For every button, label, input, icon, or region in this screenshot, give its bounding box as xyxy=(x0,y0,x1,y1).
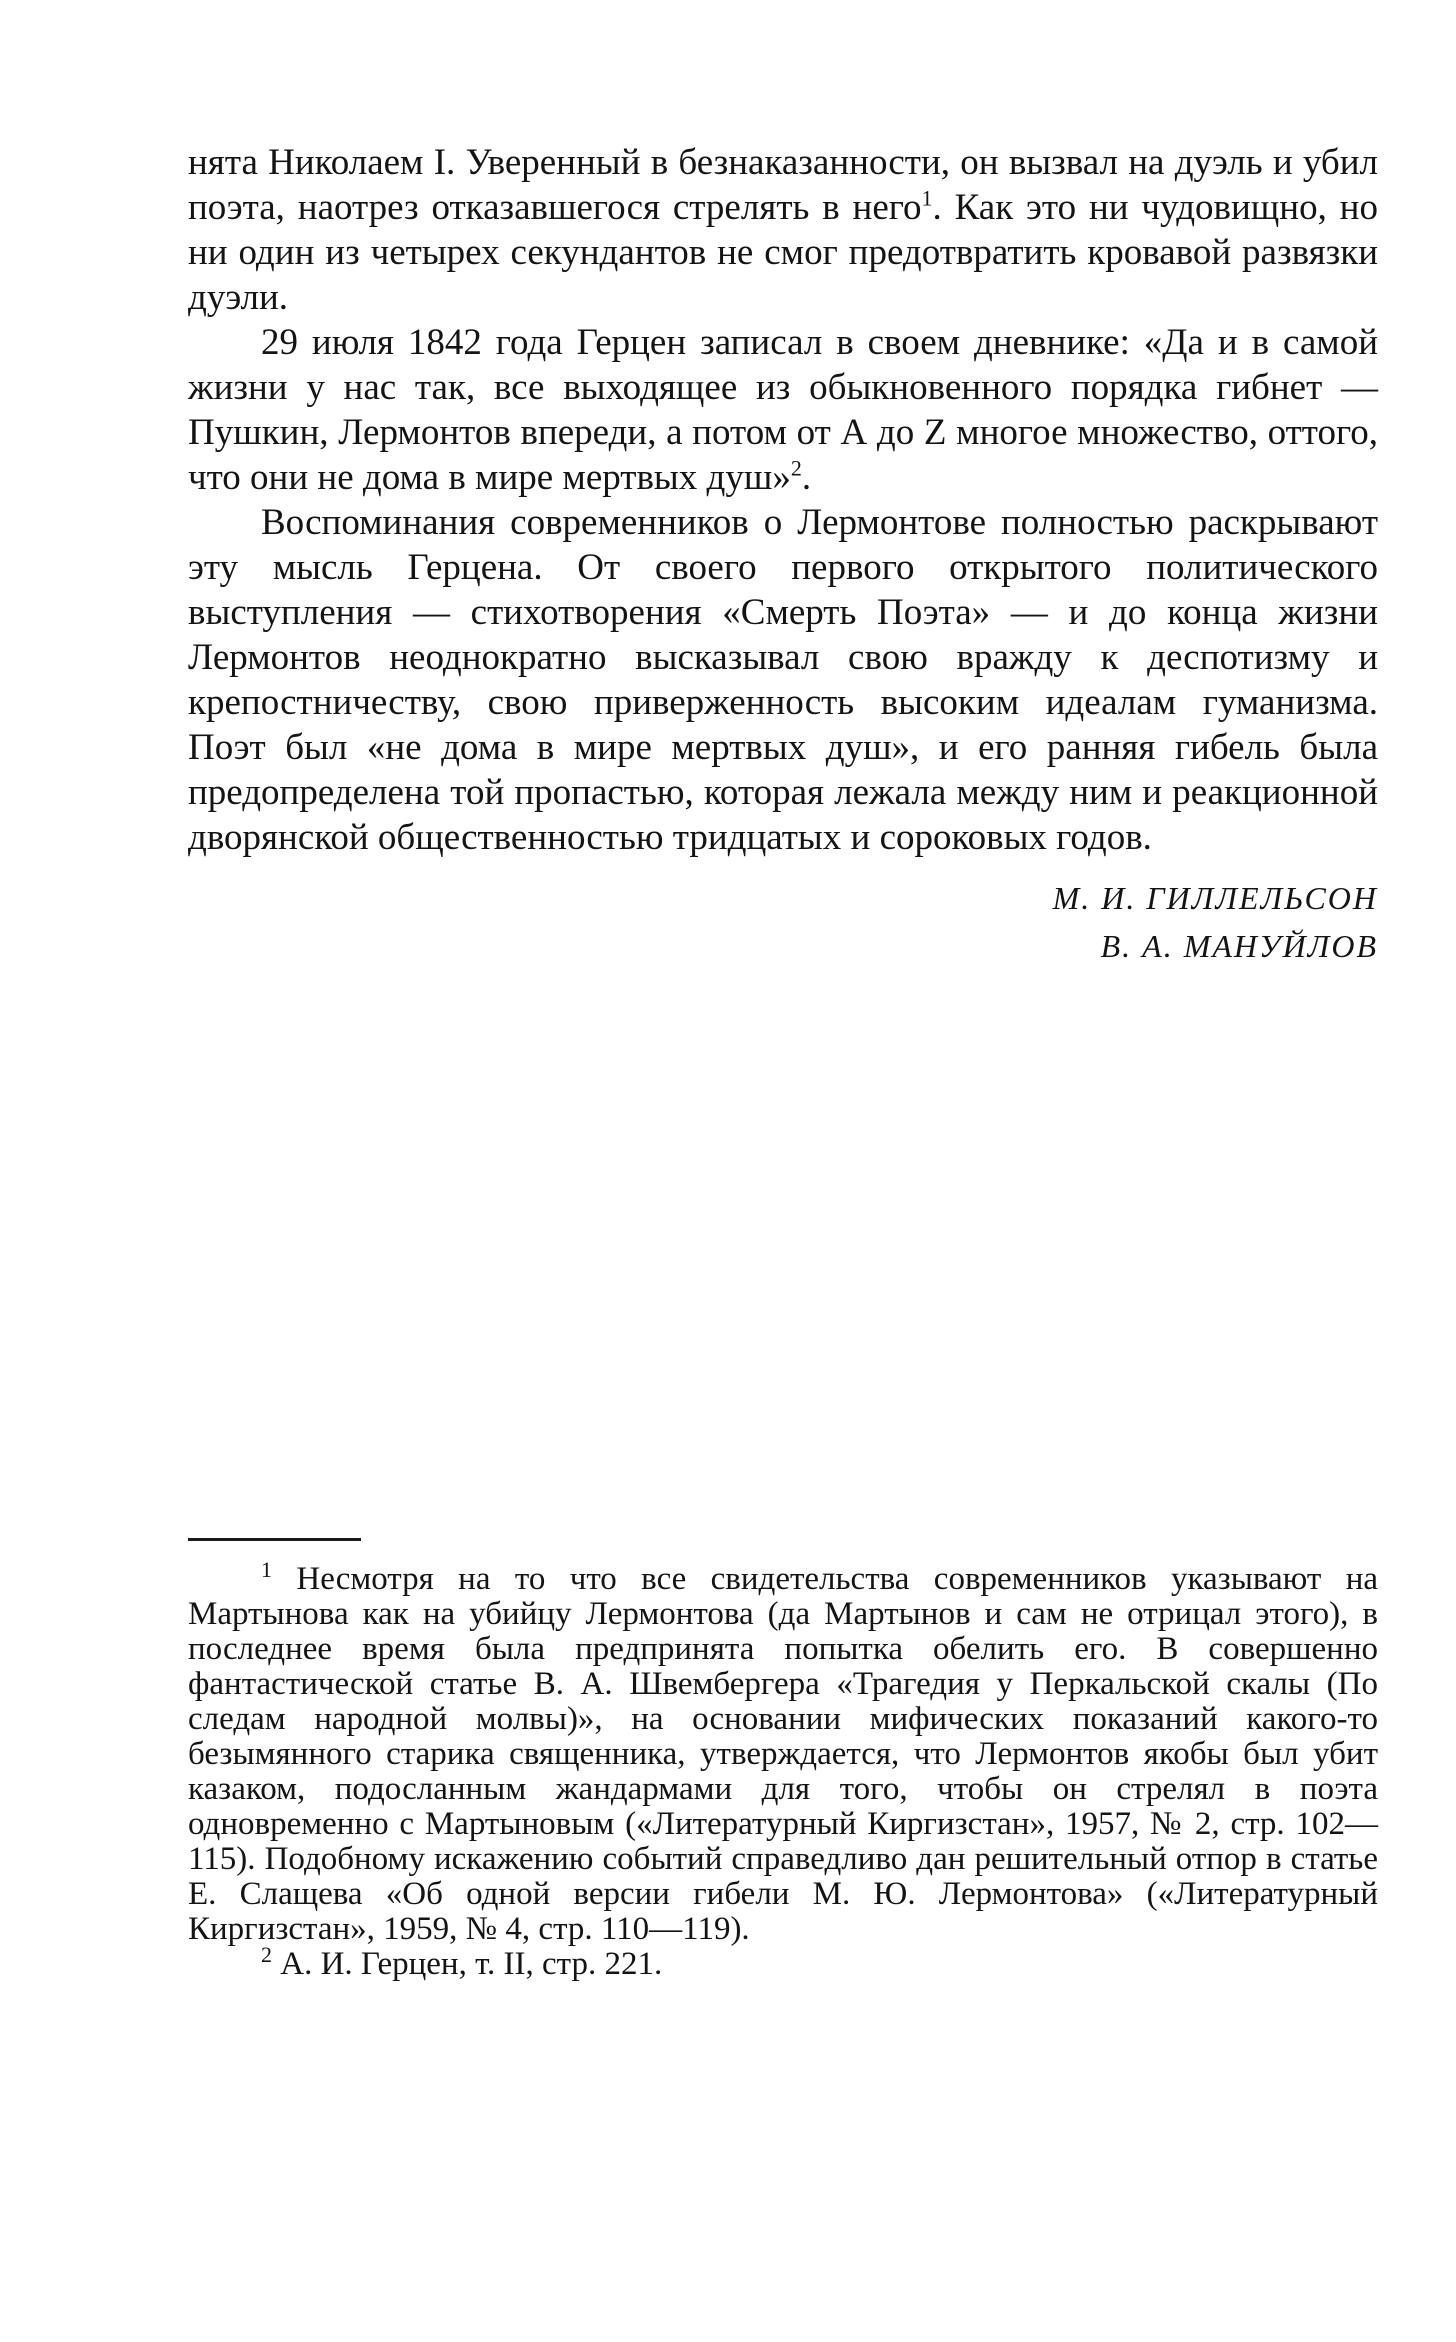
paragraph-2: 29 июля 1842 года Герцен записал в своем дневнике: «Да и в самой жизни у нас так, все выходящее из обыкновенного порядка гибнет — Пушкин, Лермонтов впереди, а потом от А до Z многое множество, оттого, что они не дома в мире мертвых душ»$^2$. xyxy=(188,322,1378,498)
footnote-1: $^1$ Несмотря на то что все свидетельства современников указывают на Мартынова как на убийцу Лермонтова (да Мартынов и сам не отрицал этого), в последнее время была предпринята попытка обелить его. В совершенно фантастической статье В. А. Швембергера «Трагедия у Перкальской скалы (По следам народной молвы)», на основании мифических показаний какого-то безымянного старика священника, утверждается, что Лермонтов якобы был убит казаком, подосланным жандармами для того, чтобы он стрелял в поэта одновременно с Мартыновым («Литературный Киргизстан», 1957, № 2, стр. 102—115). Подобному искажению событий справедливо дан решительный отпор в статье Е. Слащева «Об одной версии гибели М. Ю. Лермонтова» («Литературный Киргизстан», 1959, № 4, стр. 110—119). xyxy=(188,1557,1379,1947)
footnote-ref-2[interactable]: 2 xyxy=(790,455,802,481)
signature-manuylov: В. А. МАНУЙЛОВ xyxy=(1100,928,1378,964)
paragraph-3: Воспоминания современников о Лермонтове полностью раскрывают эту мысль Герцена. От своего первого открытого политического выступления — стихотворения «Смерть Поэта» — и до конца жизни Лермонтов неоднократно высказывал свою вражду к деспотизму и крепостничеству, свою приверженность высоким идеалам гуманизма. Поэт был «не дома в мире мертвых душ», и его ранняя гибель была предопределена той пропастью, которая лежала между ним и реакционной дворянской общественностью тридцатых и сороковых годов. xyxy=(188,502,1378,858)
footnote-2: $^2$ А. И. Герцен, т. II, стр. 221. xyxy=(261,1942,663,1982)
footnote-divider xyxy=(188,1538,361,1541)
signature-gillelson: М. И. ГИЛЛЕЛЬСОН xyxy=(1052,880,1378,916)
author-signatures xyxy=(188,874,1378,970)
footnote-mark-2: 2 xyxy=(261,1942,272,1967)
footnote-ref-1[interactable]: 1 xyxy=(921,185,933,211)
paragraph-1: нята Николаем I. Уверенный в безнаказанности, он вызвал на дуэль и убил поэта, наотрез отказавшегося стрелять в него$^1$. Как это ни чудовищно, но ни один из четырех секундантов не смог предотвратить кровавой развязки дуэли. xyxy=(188,142,1378,318)
footnote-mark-1: 1 xyxy=(261,1557,272,1582)
main-text xyxy=(188,140,1378,970)
footnotes xyxy=(188,1557,1379,1982)
